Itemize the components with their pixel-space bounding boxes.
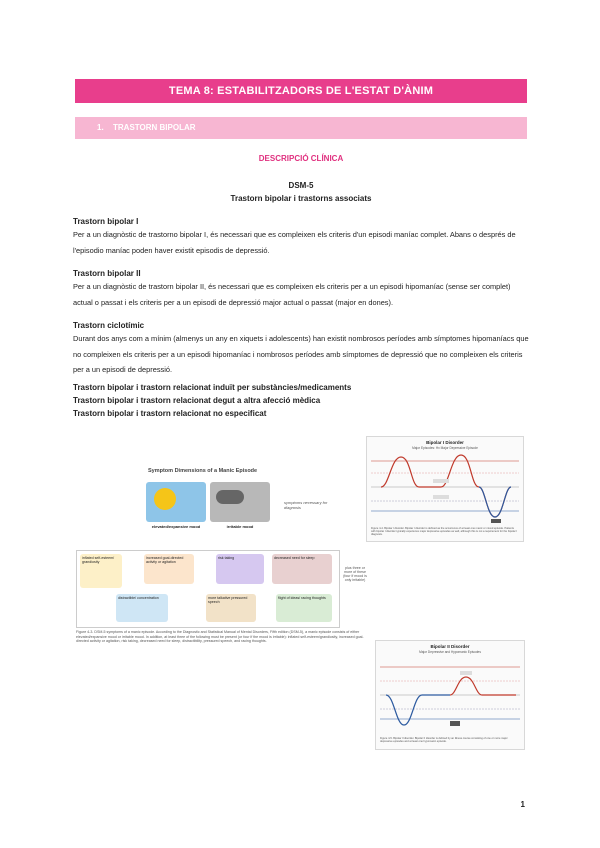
medication-marker xyxy=(491,519,501,523)
page-title: TEMA 8: ESTABILITZADORS DE L'ESTAT D'ÀNIM xyxy=(75,79,527,103)
symptom-card: increased goal-directed activity or agitation xyxy=(144,554,194,584)
block-heading: Trastorn bipolar I xyxy=(73,217,139,226)
figure-title: Bipolar I Disorder xyxy=(426,440,464,445)
medication-marker xyxy=(450,721,460,726)
label-irritable-mood: irritable mood xyxy=(226,524,254,529)
symptom-card: more talkative pressured speech xyxy=(206,594,256,622)
dsm-heading: DSM-5 xyxy=(288,181,314,190)
block-text: Per a un diagnòstic de trastorn bipolar II, és necessari que es compleixen els criteris per a un episodi hipomaníac (sense ser complet) actual o passat i els criteris per a un episodi de depressió major actual o passat (major en dones). xyxy=(73,282,511,307)
section-number: 1. xyxy=(97,123,104,132)
figure-title: Symptom Dimensions of a Manic Episode xyxy=(148,468,258,474)
figure-caption: Figure 4-4. Bipolar I disorder. Bipolar I disorder is defined as the occurrence of at least one manic or mixed episode. Patients with bipolar I disorder typically experience major depressive episodes as well, although this is not a requirement for the bipolar I diagnosis. xyxy=(371,527,518,537)
depression-curve xyxy=(386,695,450,725)
dsm-subheading: Trastorn bipolar i trastorns associats xyxy=(230,194,372,203)
block-heading: Trastorn bipolar II xyxy=(73,269,141,278)
bipolar-ii-mood-chart xyxy=(380,657,520,731)
list-item: Trastorn bipolar i trastorn relacionat degut a altra afecció mèdica xyxy=(73,396,321,405)
mood-curve xyxy=(381,455,511,517)
bipolar-i-mood-chart xyxy=(371,453,519,523)
label-box xyxy=(460,671,472,675)
figure-subtitle: Major Depressive and Hypomanic Episodes xyxy=(419,650,481,654)
bipolar-i-figure xyxy=(366,436,524,542)
figure-caption: Figure 4-3. DSM-5 symptoms of a manic episode. According to the Diagnostic and Statistical Manual of Mental Disorders, Fifth edition (DSM-5), a manic episode consists of either elevated/expansive mood or irritable mood. In addition, at least three of the following must be present (or four if the mood is irritable): inflated self-esteem/grandiosity, increased goal-directed activity or agitation, risk taking, decreased need for sleep, distractibility, pressured speech, and racing thoughts. xyxy=(76,630,364,643)
side-note: symptoms necessary for diagnosis xyxy=(284,500,328,510)
page-number: 1 xyxy=(520,800,525,809)
sun-icon xyxy=(146,482,206,522)
section-header xyxy=(75,117,527,139)
symptom-card: flight of ideas/ racing thoughts xyxy=(276,594,332,622)
depression-curve xyxy=(479,487,511,517)
symptom-card: risk taking xyxy=(216,554,264,584)
list-item: Trastorn bipolar i trastorn relacionat induït per substàncies/medicaments xyxy=(73,383,352,392)
label-elevated-mood: elevated/expansive mood xyxy=(151,524,201,529)
figure-caption: Figure 4-5. Bipolar II disorder. Bipolar II disorder is defined by an illness course consisting of one or more major depressive episodes and at least one hypomanic episode. xyxy=(380,737,508,744)
list-item: Trastorn bipolar i trastorn relacionat no especificat xyxy=(73,409,267,418)
label-box xyxy=(433,479,449,483)
plus-note: plus three or more of these (four if mood is only irritable) xyxy=(343,566,367,582)
figure-title: Bipolar II Disorder xyxy=(430,644,470,649)
symptom-card: decreased need for sleep xyxy=(272,554,332,584)
block-text: Per a un diagnòstic de trastorno bipolar I, és necessari que es compleixen els criteris d'un episodi maníac complet. Abans o després de l'episodio maníac poden haver existit episodis de depressió. xyxy=(73,230,516,255)
label-box xyxy=(433,495,449,499)
bipolar-ii-figure xyxy=(375,640,525,750)
subheading: DESCRIPCIÓ CLÍNICA xyxy=(258,154,344,163)
storm-icon xyxy=(210,482,270,522)
block-heading: Trastorn ciclotímic xyxy=(73,321,145,330)
hypomania-curve xyxy=(450,677,516,695)
figure-subtitle: Major Episodes: Hx Major Depressive Episode xyxy=(412,446,478,450)
symptom-card: distractible/ concentration xyxy=(116,594,168,622)
symptom-card: inflated self-esteem/ grandiosity xyxy=(80,554,122,588)
manic-symptoms-figure xyxy=(76,462,372,654)
block-text: Durant dos anys com a mínim (almenys un any en xiquets i adolescents) han existit nombrosos períodes amb símptomes hipomaníacs que no compleixen els criteris per a un episodi hipomaníac i nombrosos períodes amb símptomes de depressió que no compleixen els criteris per a un episodi de depressió. xyxy=(73,334,529,374)
section-label: TRASTORN BIPOLAR xyxy=(113,123,196,132)
